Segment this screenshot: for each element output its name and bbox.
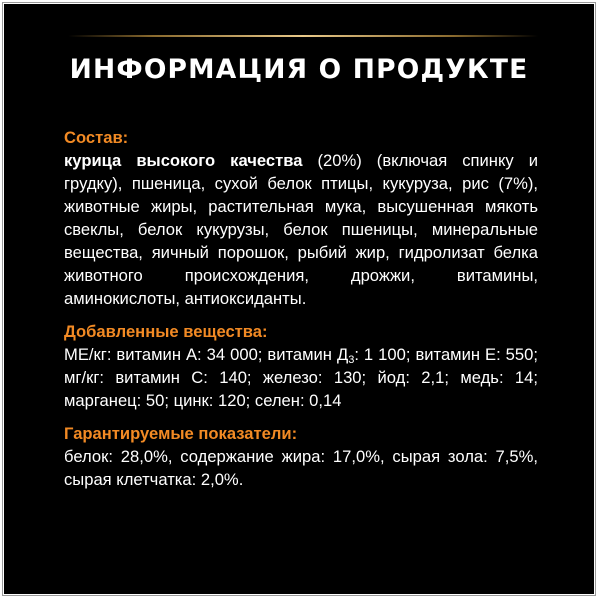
additives-text-end: : 1 100; витамин Е: 550; мг/кг: витамин С: 140; железо: 130; йод: 2,1; медь: 14; марганец: 50; цинк: 120; селен: 0,14 xyxy=(64,345,538,410)
product-info-panel xyxy=(4,4,594,594)
composition-text: (20%) (включая спинку и грудку), пшеница, сухой белок птицы, кукуруза, рис (7%), животные жиры, растительная мука, высушенная мякоть свеклы, белок кукурузы, белок пшеницы, минеральные вещества, яичный порошок, рыбий жир, гидролизат белка животного происхождения, дрожжи, витамины, аминокислоты, антиоксиданты. xyxy=(64,151,538,308)
guaranteed-heading: Гарантируемые показатели: xyxy=(64,424,298,443)
composition-section xyxy=(64,126,538,310)
additives-text-start: МЕ/кг: витамин А: 34 000; витамин Д xyxy=(64,345,349,364)
vitamin-d-subscript: 3 xyxy=(348,354,355,366)
additives-section xyxy=(64,320,538,412)
main-ingredient: курица высокого качества xyxy=(64,151,303,170)
guaranteed-text: белок: 28,0%, содержание жира: 17,0%, сырая зола: 7,5%, сырая клетчатка: 2,0%. xyxy=(64,447,538,489)
page-title: ИНФОРМАЦИЯ О ПРОДУКТЕ xyxy=(69,54,529,85)
gold-divider-line xyxy=(68,35,538,37)
product-info-content xyxy=(64,126,538,491)
additives-heading: Добавленные вещества: xyxy=(64,322,268,341)
composition-heading: Состав: xyxy=(64,128,129,147)
guaranteed-section xyxy=(64,422,538,491)
